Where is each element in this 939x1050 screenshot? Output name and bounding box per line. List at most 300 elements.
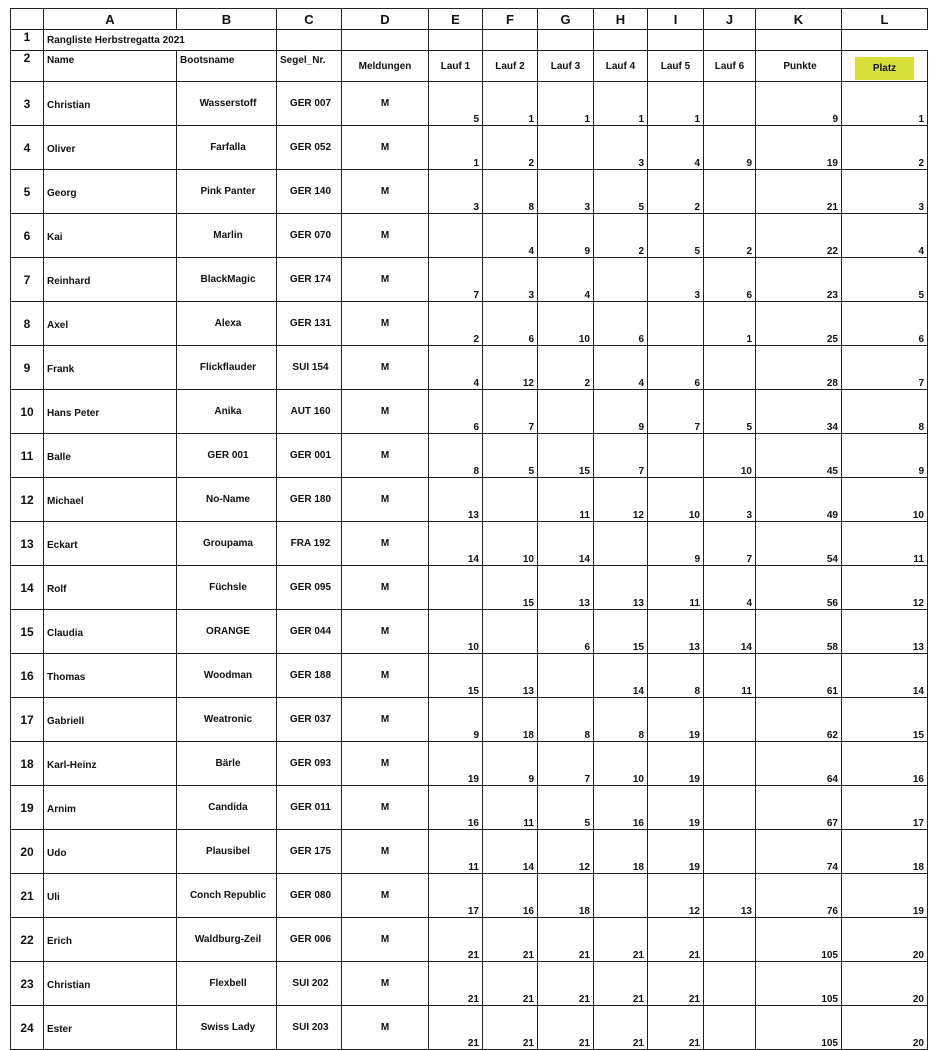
cell-race1[interactable]: 3	[429, 170, 483, 214]
cell-race5[interactable]: 6	[648, 346, 704, 390]
cell-race5[interactable]: 11	[648, 566, 704, 610]
cell-name[interactable]: Ester	[44, 1006, 177, 1050]
cell-race6[interactable]	[704, 742, 756, 786]
row-number[interactable]: 2	[11, 51, 44, 82]
cell-sail[interactable]: GER 188	[277, 654, 342, 698]
cell-race3[interactable]: 11	[538, 478, 594, 522]
cell-race4[interactable]: 7	[594, 434, 648, 478]
cell-race3[interactable]: 1	[538, 82, 594, 126]
cell-race6[interactable]	[704, 962, 756, 1006]
cell-race3[interactable]: 9	[538, 214, 594, 258]
cell[interactable]	[594, 30, 648, 51]
cell-name[interactable]: Karl-Heinz	[44, 742, 177, 786]
cell-race1[interactable]: 21	[429, 962, 483, 1006]
cell-race3[interactable]: 7	[538, 742, 594, 786]
cell-points[interactable]: 76	[756, 874, 842, 918]
cell-place[interactable]: 14	[842, 654, 928, 698]
cell-race2[interactable]: 1	[483, 82, 538, 126]
cell-race4[interactable]: 16	[594, 786, 648, 830]
cell-race5[interactable]: 8	[648, 654, 704, 698]
cell-boat[interactable]: GER 001	[177, 434, 277, 478]
cell-race1[interactable]: 7	[429, 258, 483, 302]
cell-race2[interactable]: 8	[483, 170, 538, 214]
cell-race3[interactable]: 10	[538, 302, 594, 346]
cell-points[interactable]: 105	[756, 962, 842, 1006]
cell[interactable]	[648, 30, 704, 51]
row-number[interactable]: 10	[11, 390, 44, 434]
cell-place[interactable]: 15	[842, 698, 928, 742]
header-boat[interactable]: Bootsname	[177, 51, 277, 82]
row-number[interactable]: 23	[11, 962, 44, 1006]
cell-points[interactable]: 22	[756, 214, 842, 258]
cell[interactable]	[704, 30, 756, 51]
cell-race4[interactable]: 5	[594, 170, 648, 214]
cell-name[interactable]: Michael	[44, 478, 177, 522]
cell-entries[interactable]: M	[342, 258, 429, 302]
cell-entries[interactable]: M	[342, 478, 429, 522]
cell-points[interactable]: 21	[756, 170, 842, 214]
cell-race6[interactable]: 1	[704, 302, 756, 346]
row-number[interactable]: 8	[11, 302, 44, 346]
cell-race5[interactable]	[648, 434, 704, 478]
header-entries[interactable]: Meldungen	[342, 51, 429, 82]
cell-race1[interactable]: 8	[429, 434, 483, 478]
cell-place[interactable]: 18	[842, 830, 928, 874]
cell-name[interactable]: Kai	[44, 214, 177, 258]
cell-race6[interactable]: 14	[704, 610, 756, 654]
cell-boat[interactable]: Swiss Lady	[177, 1006, 277, 1050]
cell-name[interactable]: Balle	[44, 434, 177, 478]
cell-points[interactable]: 67	[756, 786, 842, 830]
cell-race2[interactable]: 5	[483, 434, 538, 478]
cell-boat[interactable]: Farfalla	[177, 126, 277, 170]
cell-sail[interactable]: GER 175	[277, 830, 342, 874]
cell-name[interactable]: Erich	[44, 918, 177, 962]
corner-cell[interactable]	[11, 9, 44, 30]
row-number[interactable]: 14	[11, 566, 44, 610]
cell-race4[interactable]: 4	[594, 346, 648, 390]
cell-name[interactable]: Arnim	[44, 786, 177, 830]
cell-race4[interactable]: 13	[594, 566, 648, 610]
cell-boat[interactable]: Woodman	[177, 654, 277, 698]
cell-race2[interactable]: 21	[483, 962, 538, 1006]
cell-sail[interactable]: GER 052	[277, 126, 342, 170]
header-place-cell[interactable]	[842, 51, 928, 82]
cell[interactable]	[429, 30, 483, 51]
cell-entries[interactable]: M	[342, 698, 429, 742]
cell-race6[interactable]	[704, 830, 756, 874]
cell-place[interactable]: 19	[842, 874, 928, 918]
cell-race6[interactable]	[704, 1006, 756, 1050]
cell-sail[interactable]: GER 070	[277, 214, 342, 258]
cell-race5[interactable]	[648, 302, 704, 346]
row-number[interactable]: 21	[11, 874, 44, 918]
cell-boat[interactable]: ORANGE	[177, 610, 277, 654]
cell-race6[interactable]: 5	[704, 390, 756, 434]
row-number[interactable]: 1	[11, 30, 44, 51]
cell-boat[interactable]: Wasserstoff	[177, 82, 277, 126]
cell-name[interactable]: Gabriell	[44, 698, 177, 742]
cell-sail[interactable]: GER 006	[277, 918, 342, 962]
cell-race6[interactable]	[704, 170, 756, 214]
cell-race2[interactable]: 21	[483, 1006, 538, 1050]
cell-race3[interactable]	[538, 390, 594, 434]
cell-place[interactable]: 17	[842, 786, 928, 830]
cell[interactable]	[756, 30, 842, 51]
cell-race5[interactable]: 7	[648, 390, 704, 434]
cell-place[interactable]: 20	[842, 918, 928, 962]
cell-race3[interactable]: 5	[538, 786, 594, 830]
cell-race1[interactable]: 6	[429, 390, 483, 434]
cell-race5[interactable]: 2	[648, 170, 704, 214]
cell-sail[interactable]: GER 095	[277, 566, 342, 610]
cell-race5[interactable]: 4	[648, 126, 704, 170]
cell-boat[interactable]: No-Name	[177, 478, 277, 522]
cell-race4[interactable]: 15	[594, 610, 648, 654]
cell-points[interactable]: 19	[756, 126, 842, 170]
cell-race2[interactable]: 13	[483, 654, 538, 698]
cell-sail[interactable]: GER 131	[277, 302, 342, 346]
cell-points[interactable]: 105	[756, 1006, 842, 1050]
cell-entries[interactable]: M	[342, 654, 429, 698]
cell-race3[interactable]: 18	[538, 874, 594, 918]
column-header-e[interactable]: E	[429, 9, 483, 30]
cell-race1[interactable]: 16	[429, 786, 483, 830]
cell-race4[interactable]: 12	[594, 478, 648, 522]
header-points[interactable]: Punkte	[756, 51, 842, 82]
cell-race2[interactable]: 10	[483, 522, 538, 566]
cell-boat[interactable]: Weatronic	[177, 698, 277, 742]
cell-race3[interactable]	[538, 654, 594, 698]
cell-place[interactable]: 1	[842, 82, 928, 126]
cell-race1[interactable]: 21	[429, 918, 483, 962]
cell-entries[interactable]: M	[342, 610, 429, 654]
cell-entries[interactable]: M	[342, 302, 429, 346]
cell-entries[interactable]: M	[342, 346, 429, 390]
cell-name[interactable]: Reinhard	[44, 258, 177, 302]
cell[interactable]	[342, 30, 429, 51]
cell-boat[interactable]: Plausibel	[177, 830, 277, 874]
cell-race6[interactable]: 13	[704, 874, 756, 918]
cell-race2[interactable]	[483, 610, 538, 654]
cell-place[interactable]: 2	[842, 126, 928, 170]
cell-points[interactable]: 105	[756, 918, 842, 962]
cell-race6[interactable]: 9	[704, 126, 756, 170]
cell-race2[interactable]	[483, 478, 538, 522]
cell-entries[interactable]: M	[342, 1006, 429, 1050]
cell-race3[interactable]: 15	[538, 434, 594, 478]
column-header-j[interactable]: J	[704, 9, 756, 30]
column-header-g[interactable]: G	[538, 9, 594, 30]
cell-sail[interactable]: GER 007	[277, 82, 342, 126]
cell-race5[interactable]: 3	[648, 258, 704, 302]
cell-race3[interactable]	[538, 126, 594, 170]
cell-entries[interactable]: M	[342, 962, 429, 1006]
cell-race1[interactable]: 15	[429, 654, 483, 698]
cell-points[interactable]: 54	[756, 522, 842, 566]
cell-race1[interactable]	[429, 566, 483, 610]
column-header-c[interactable]: C	[277, 9, 342, 30]
cell-race5[interactable]: 1	[648, 82, 704, 126]
row-number[interactable]: 6	[11, 214, 44, 258]
row-number[interactable]: 3	[11, 82, 44, 126]
cell-sail[interactable]: GER 180	[277, 478, 342, 522]
column-header-i[interactable]: I	[648, 9, 704, 30]
cell-race4[interactable]: 14	[594, 654, 648, 698]
cell-points[interactable]: 56	[756, 566, 842, 610]
cell-race3[interactable]: 12	[538, 830, 594, 874]
cell-race1[interactable]: 11	[429, 830, 483, 874]
cell-race1[interactable]: 19	[429, 742, 483, 786]
cell-race6[interactable]: 11	[704, 654, 756, 698]
cell-points[interactable]: 62	[756, 698, 842, 742]
cell-race4[interactable]: 6	[594, 302, 648, 346]
cell-boat[interactable]: Füchsle	[177, 566, 277, 610]
cell-name[interactable]: Udo	[44, 830, 177, 874]
cell-race2[interactable]: 16	[483, 874, 538, 918]
cell-name[interactable]: Oliver	[44, 126, 177, 170]
cell-entries[interactable]: M	[342, 390, 429, 434]
cell-race2[interactable]: 3	[483, 258, 538, 302]
cell-name[interactable]: Rolf	[44, 566, 177, 610]
row-number[interactable]: 7	[11, 258, 44, 302]
cell-name[interactable]: Axel	[44, 302, 177, 346]
cell-entries[interactable]: M	[342, 522, 429, 566]
cell-race6[interactable]: 10	[704, 434, 756, 478]
cell-race6[interactable]	[704, 82, 756, 126]
cell-boat[interactable]: BlackMagic	[177, 258, 277, 302]
row-number[interactable]: 19	[11, 786, 44, 830]
cell-boat[interactable]: Bärle	[177, 742, 277, 786]
cell-boat[interactable]: Flexbell	[177, 962, 277, 1006]
cell-race3[interactable]: 14	[538, 522, 594, 566]
row-number[interactable]: 13	[11, 522, 44, 566]
cell-race2[interactable]: 12	[483, 346, 538, 390]
cell-race4[interactable]: 1	[594, 82, 648, 126]
cell-place[interactable]: 8	[842, 390, 928, 434]
cell-race2[interactable]: 7	[483, 390, 538, 434]
cell-race3[interactable]: 3	[538, 170, 594, 214]
cell-points[interactable]: 23	[756, 258, 842, 302]
cell-race4[interactable]: 21	[594, 918, 648, 962]
row-number[interactable]: 5	[11, 170, 44, 214]
cell-race2[interactable]: 18	[483, 698, 538, 742]
cell-place[interactable]: 12	[842, 566, 928, 610]
cell-race5[interactable]: 9	[648, 522, 704, 566]
column-header-d[interactable]: D	[342, 9, 429, 30]
cell-name[interactable]: Eckart	[44, 522, 177, 566]
cell-entries[interactable]: M	[342, 786, 429, 830]
cell-sail[interactable]: GER 140	[277, 170, 342, 214]
cell-race5[interactable]: 12	[648, 874, 704, 918]
cell-boat[interactable]: Groupama	[177, 522, 277, 566]
header-race5[interactable]: Lauf 5	[648, 51, 704, 82]
cell-entries[interactable]: M	[342, 874, 429, 918]
header-race2[interactable]: Lauf 2	[483, 51, 538, 82]
cell-sail[interactable]: GER 080	[277, 874, 342, 918]
cell-race3[interactable]: 13	[538, 566, 594, 610]
cell-points[interactable]: 64	[756, 742, 842, 786]
column-header-f[interactable]: F	[483, 9, 538, 30]
row-number[interactable]: 17	[11, 698, 44, 742]
cell-points[interactable]: 74	[756, 830, 842, 874]
cell-name[interactable]: Christian	[44, 82, 177, 126]
cell-race1[interactable]: 2	[429, 302, 483, 346]
cell-boat[interactable]: Candida	[177, 786, 277, 830]
cell-race4[interactable]: 21	[594, 962, 648, 1006]
cell-entries[interactable]: M	[342, 566, 429, 610]
cell-race1[interactable]: 1	[429, 126, 483, 170]
row-number[interactable]: 15	[11, 610, 44, 654]
cell-name[interactable]: Christian	[44, 962, 177, 1006]
cell-race6[interactable]: 7	[704, 522, 756, 566]
column-header-h[interactable]: H	[594, 9, 648, 30]
cell-entries[interactable]: M	[342, 82, 429, 126]
cell-points[interactable]: 45	[756, 434, 842, 478]
cell-sail[interactable]: GER 011	[277, 786, 342, 830]
cell[interactable]	[277, 30, 342, 51]
row-number[interactable]: 22	[11, 918, 44, 962]
cell-name[interactable]: Uli	[44, 874, 177, 918]
cell-race5[interactable]: 5	[648, 214, 704, 258]
header-race3[interactable]: Lauf 3	[538, 51, 594, 82]
cell-sail[interactable]: GER 044	[277, 610, 342, 654]
cell-points[interactable]: 58	[756, 610, 842, 654]
cell-race4[interactable]: 9	[594, 390, 648, 434]
column-header-b[interactable]: B	[177, 9, 277, 30]
cell-sail[interactable]: GER 001	[277, 434, 342, 478]
cell[interactable]	[483, 30, 538, 51]
cell-race6[interactable]	[704, 346, 756, 390]
cell-place[interactable]: 9	[842, 434, 928, 478]
cell-race1[interactable]: 14	[429, 522, 483, 566]
cell-race1[interactable]: 4	[429, 346, 483, 390]
cell-race1[interactable]: 5	[429, 82, 483, 126]
cell-race2[interactable]: 9	[483, 742, 538, 786]
row-number[interactable]: 4	[11, 126, 44, 170]
cell-entries[interactable]: M	[342, 434, 429, 478]
cell-race6[interactable]: 4	[704, 566, 756, 610]
cell-race5[interactable]: 19	[648, 786, 704, 830]
cell-race4[interactable]: 2	[594, 214, 648, 258]
cell-race4[interactable]: 3	[594, 126, 648, 170]
cell-entries[interactable]: M	[342, 918, 429, 962]
cell-points[interactable]: 28	[756, 346, 842, 390]
cell-entries[interactable]: M	[342, 126, 429, 170]
cell-race4[interactable]: 10	[594, 742, 648, 786]
cell-race4[interactable]: 18	[594, 830, 648, 874]
cell-sail[interactable]: SUI 202	[277, 962, 342, 1006]
cell-sail[interactable]: FRA 192	[277, 522, 342, 566]
row-number[interactable]: 18	[11, 742, 44, 786]
cell-race1[interactable]: 21	[429, 1006, 483, 1050]
column-header-k[interactable]: K	[756, 9, 842, 30]
cell-race1[interactable]: 10	[429, 610, 483, 654]
cell-sail[interactable]: GER 037	[277, 698, 342, 742]
cell-race6[interactable]: 6	[704, 258, 756, 302]
cell-place[interactable]: 4	[842, 214, 928, 258]
cell-name[interactable]: Thomas	[44, 654, 177, 698]
cell[interactable]	[538, 30, 594, 51]
header-race4[interactable]: Lauf 4	[594, 51, 648, 82]
cell-race5[interactable]: 13	[648, 610, 704, 654]
cell-race6[interactable]	[704, 918, 756, 962]
cell-race3[interactable]: 21	[538, 962, 594, 1006]
cell-entries[interactable]: M	[342, 214, 429, 258]
header-sail[interactable]: Segel_Nr.	[277, 51, 342, 82]
cell-race3[interactable]: 2	[538, 346, 594, 390]
cell-boat[interactable]: Flickflauder	[177, 346, 277, 390]
cell-boat[interactable]: Anika	[177, 390, 277, 434]
cell-sail[interactable]: SUI 203	[277, 1006, 342, 1050]
cell-race2[interactable]: 14	[483, 830, 538, 874]
cell-name[interactable]: Claudia	[44, 610, 177, 654]
cell-points[interactable]: 25	[756, 302, 842, 346]
cell-sail[interactable]: SUI 154	[277, 346, 342, 390]
cell-race5[interactable]: 21	[648, 1006, 704, 1050]
cell-boat[interactable]: Alexa	[177, 302, 277, 346]
sheet-title[interactable]: Rangliste Herbstregatta 2021	[44, 30, 277, 51]
cell-place[interactable]: 7	[842, 346, 928, 390]
cell-race3[interactable]: 4	[538, 258, 594, 302]
cell-points[interactable]: 9	[756, 82, 842, 126]
row-number[interactable]: 11	[11, 434, 44, 478]
cell-race1[interactable]: 17	[429, 874, 483, 918]
cell-place[interactable]: 6	[842, 302, 928, 346]
cell-place[interactable]: 20	[842, 962, 928, 1006]
cell-boat[interactable]: Pink Panter	[177, 170, 277, 214]
cell-boat[interactable]: Marlin	[177, 214, 277, 258]
cell-race5[interactable]: 21	[648, 962, 704, 1006]
cell-race1[interactable]: 9	[429, 698, 483, 742]
cell-name[interactable]: Georg	[44, 170, 177, 214]
cell-race6[interactable]	[704, 698, 756, 742]
cell-race2[interactable]: 15	[483, 566, 538, 610]
cell-sail[interactable]: GER 093	[277, 742, 342, 786]
cell-race3[interactable]: 8	[538, 698, 594, 742]
cell-race2[interactable]: 21	[483, 918, 538, 962]
cell-race6[interactable]: 2	[704, 214, 756, 258]
cell-race2[interactable]: 2	[483, 126, 538, 170]
cell-place[interactable]: 11	[842, 522, 928, 566]
cell-race5[interactable]: 19	[648, 698, 704, 742]
cell-name[interactable]: Hans Peter	[44, 390, 177, 434]
row-number[interactable]: 9	[11, 346, 44, 390]
cell-race5[interactable]: 19	[648, 830, 704, 874]
cell-points[interactable]: 61	[756, 654, 842, 698]
cell-place[interactable]: 20	[842, 1006, 928, 1050]
header-name[interactable]: Name	[44, 51, 177, 82]
cell-entries[interactable]: M	[342, 830, 429, 874]
cell-place[interactable]: 10	[842, 478, 928, 522]
row-number[interactable]: 12	[11, 478, 44, 522]
row-number[interactable]: 24	[11, 1006, 44, 1050]
cell-race3[interactable]: 6	[538, 610, 594, 654]
row-number[interactable]: 16	[11, 654, 44, 698]
cell-race3[interactable]: 21	[538, 918, 594, 962]
cell-place[interactable]: 13	[842, 610, 928, 654]
cell-place[interactable]: 16	[842, 742, 928, 786]
cell-race5[interactable]: 10	[648, 478, 704, 522]
cell-race1[interactable]	[429, 214, 483, 258]
cell-points[interactable]: 49	[756, 478, 842, 522]
cell-race2[interactable]: 11	[483, 786, 538, 830]
cell-race5[interactable]: 19	[648, 742, 704, 786]
header-race1[interactable]: Lauf 1	[429, 51, 483, 82]
cell-race4[interactable]: 8	[594, 698, 648, 742]
cell-sail[interactable]: GER 174	[277, 258, 342, 302]
column-header-a[interactable]: A	[44, 9, 177, 30]
